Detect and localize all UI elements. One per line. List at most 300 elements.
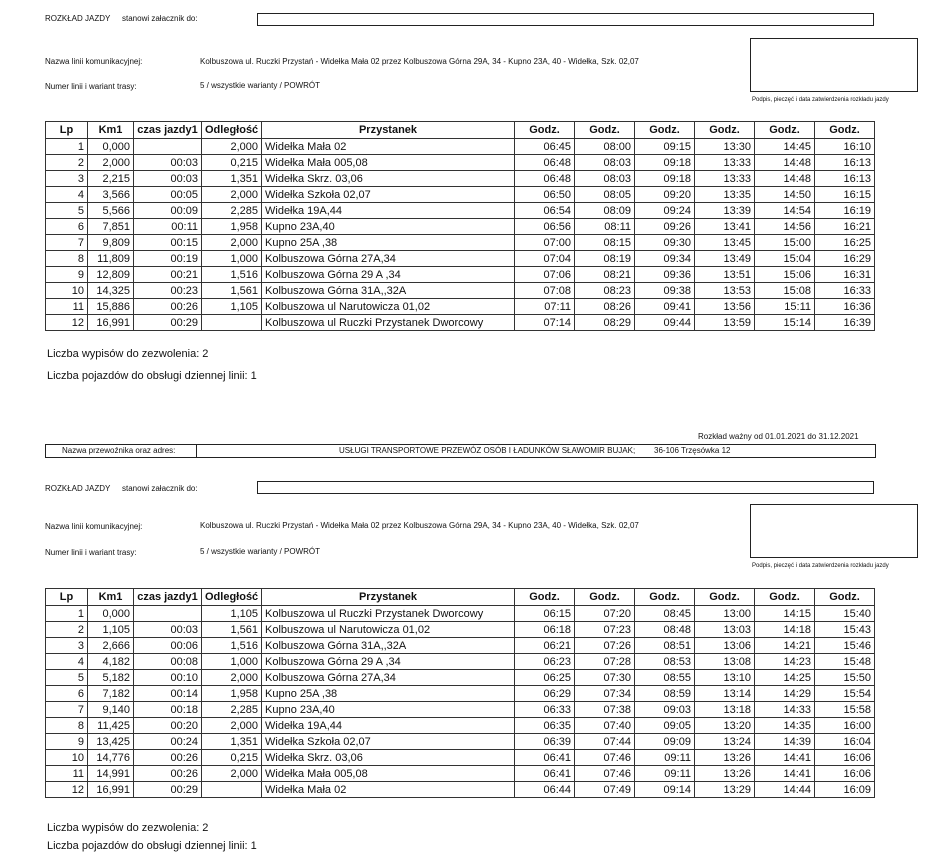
carrier-row: [45, 444, 876, 458]
cell-time: 16:33: [815, 283, 875, 299]
cell-time: 06:33: [515, 702, 575, 718]
cell-lp: 12: [46, 782, 88, 798]
table-row: [46, 155, 875, 171]
cell-distance: 0,215: [202, 155, 262, 171]
table-row: [46, 670, 875, 686]
cell-lp: 2: [46, 155, 88, 171]
cell-travel-time: 00:05: [134, 187, 202, 203]
cell-time: 06:45: [515, 139, 575, 155]
table-row: [46, 766, 875, 782]
cell-time: 06:50: [515, 187, 575, 203]
cell-time: 09:26: [635, 219, 695, 235]
cell-distance: 1,516: [202, 267, 262, 283]
header-time: Godz.: [755, 589, 815, 606]
line-name-value: Kolbuszowa ul. Ruczki Przystań - Widełka Mała 02 przez Kolbuszowa Górna 29A, 34 - Kupno 23A, 40 - Widełka, Szk. 02,07: [200, 57, 639, 66]
cell-km: 16,991: [88, 782, 134, 798]
cell-stop: Kupno 25A ,38: [262, 686, 515, 702]
cell-stop: Kolbuszowa Górna 27A,34: [262, 670, 515, 686]
cell-stop: Widełka Skrz. 03,06: [262, 750, 515, 766]
attachment-field[interactable]: [257, 481, 874, 494]
cell-time: 13:35: [695, 187, 755, 203]
cell-km: 16,991: [88, 315, 134, 331]
cell-time: 06:56: [515, 219, 575, 235]
cell-distance: 2,000: [202, 766, 262, 782]
cell-travel-time: 00:03: [134, 155, 202, 171]
cell-km: 0,000: [88, 139, 134, 155]
table-row: [46, 750, 875, 766]
cell-time: 06:39: [515, 734, 575, 750]
cell-time: 08:23: [575, 283, 635, 299]
cell-time: 16:04: [815, 734, 875, 750]
table-row: [46, 606, 875, 622]
cell-travel-time: 00:18: [134, 702, 202, 718]
cell-time: 08:03: [575, 155, 635, 171]
cell-distance: 1,351: [202, 171, 262, 187]
table-row: [46, 251, 875, 267]
cell-lp: 5: [46, 203, 88, 219]
cell-time: 16:25: [815, 235, 875, 251]
cell-time: 13:59: [695, 315, 755, 331]
cell-time: 08:45: [635, 606, 695, 622]
cell-time: 15:04: [755, 251, 815, 267]
cell-km: 1,105: [88, 622, 134, 638]
cell-travel-time: 00:11: [134, 219, 202, 235]
cell-distance: 1,561: [202, 283, 262, 299]
cell-travel-time: 00:26: [134, 750, 202, 766]
line-number-label: Numer linii i wariant trasy:: [45, 82, 137, 91]
cell-time: 07:04: [515, 251, 575, 267]
cell-time: 13:03: [695, 622, 755, 638]
header-km: Km1: [88, 589, 134, 606]
cell-time: 15:08: [755, 283, 815, 299]
cell-travel-time: [134, 606, 202, 622]
cell-time: 08:26: [575, 299, 635, 315]
cell-time: 08:51: [635, 638, 695, 654]
cell-time: 13:00: [695, 606, 755, 622]
cell-time: 07:30: [575, 670, 635, 686]
cell-stop: Widełka Szkoła 02,07: [262, 187, 515, 203]
line-number-value: 5 / wszystkie warianty / POWRÓT: [200, 81, 321, 90]
cell-travel-time: 00:03: [134, 622, 202, 638]
cell-time: 08:29: [575, 315, 635, 331]
permits-count: Liczba wypisów do zezwolenia: 2: [47, 822, 209, 834]
cell-time: 16:10: [815, 139, 875, 155]
cell-distance: 2,000: [202, 718, 262, 734]
cell-time: 07:06: [515, 267, 575, 283]
cell-distance: 1,958: [202, 686, 262, 702]
cell-travel-time: 00:20: [134, 718, 202, 734]
cell-km: 5,566: [88, 203, 134, 219]
cell-distance: [202, 782, 262, 798]
cell-time: 15:50: [815, 670, 875, 686]
header-km: Km1: [88, 122, 134, 139]
doc-title: ROZKŁAD JAZDY: [45, 484, 111, 493]
cell-time: 16:29: [815, 251, 875, 267]
cell-distance: 1,105: [202, 606, 262, 622]
cell-time: 14:48: [755, 171, 815, 187]
cell-travel-time: [134, 139, 202, 155]
cell-time: 07:14: [515, 315, 575, 331]
cell-time: 13:26: [695, 750, 755, 766]
cell-time: 09:18: [635, 171, 695, 187]
cell-time: 16:21: [815, 219, 875, 235]
cell-time: 13:45: [695, 235, 755, 251]
approval-stamp-box: [750, 38, 918, 92]
cell-km: 11,425: [88, 718, 134, 734]
cell-stop: Kupno 25A ,38: [262, 235, 515, 251]
cell-time: 15:46: [815, 638, 875, 654]
timetable-2: [45, 588, 875, 798]
cell-lp: 11: [46, 766, 88, 782]
cell-distance: 1,000: [202, 251, 262, 267]
cell-time: 09:11: [635, 766, 695, 782]
cell-time: 14:15: [755, 606, 815, 622]
cell-time: 13:56: [695, 299, 755, 315]
cell-travel-time: 00:06: [134, 638, 202, 654]
approval-label: Podpis, pieczęć i data zatwierdzenia rozkładu jazdy: [752, 97, 889, 103]
cell-time: 15:43: [815, 622, 875, 638]
cell-stop: Kolbuszowa ul Ruczki Przystanek Dworcowy: [262, 606, 515, 622]
header-time: Godz.: [815, 122, 875, 139]
cell-lp: 7: [46, 235, 88, 251]
cell-distance: 1,561: [202, 622, 262, 638]
cell-distance: 1,000: [202, 654, 262, 670]
cell-time: 06:35: [515, 718, 575, 734]
carrier-label: Nazwa przewoźnika oraz adres:: [62, 446, 176, 455]
cell-km: 0,000: [88, 606, 134, 622]
cell-lp: 7: [46, 702, 88, 718]
cell-time: 13:33: [695, 171, 755, 187]
cell-km: 2,666: [88, 638, 134, 654]
cell-time: 14:50: [755, 187, 815, 203]
cell-time: 08:05: [575, 187, 635, 203]
cell-time: 13:41: [695, 219, 755, 235]
cell-distance: 1,105: [202, 299, 262, 315]
table-header-row: [46, 589, 875, 606]
cell-time: 13:49: [695, 251, 755, 267]
cell-time: 07:26: [575, 638, 635, 654]
cell-lp: 5: [46, 670, 88, 686]
cell-km: 5,182: [88, 670, 134, 686]
carrier-address: 36-106 Trzęsówka 12: [654, 446, 731, 455]
cell-time: 06:44: [515, 782, 575, 798]
cell-lp: 8: [46, 718, 88, 734]
cell-travel-time: 00:26: [134, 766, 202, 782]
cell-time: 15:40: [815, 606, 875, 622]
cell-stop: Kolbuszowa Górna 31A,,32A: [262, 283, 515, 299]
cell-time: 16:00: [815, 718, 875, 734]
cell-time: 09:05: [635, 718, 695, 734]
cell-time: 14:41: [755, 750, 815, 766]
line-name-label: Nazwa linii komunikacyjnej:: [45, 522, 143, 531]
doc-title: ROZKŁAD JAZDY: [45, 14, 111, 23]
header-stop: Przystanek: [262, 589, 515, 606]
cell-stop: Kolbuszowa ul Narutowicza 01,02: [262, 622, 515, 638]
cell-distance: 2,000: [202, 670, 262, 686]
cell-time: 07:23: [575, 622, 635, 638]
table-row: [46, 139, 875, 155]
cell-stop: Widełka Skrz. 03,06: [262, 171, 515, 187]
cell-time: 13:29: [695, 782, 755, 798]
cell-time: 15:00: [755, 235, 815, 251]
vehicles-count: Liczba pojazdów do obsługi dziennej linii: 1: [47, 370, 257, 382]
cell-km: 13,425: [88, 734, 134, 750]
cell-time: 07:49: [575, 782, 635, 798]
cell-lp: 3: [46, 638, 88, 654]
header-time: Godz.: [635, 122, 695, 139]
cell-lp: 1: [46, 139, 88, 155]
cell-travel-time: 00:15: [134, 235, 202, 251]
cell-travel-time: 00:26: [134, 299, 202, 315]
cell-lp: 9: [46, 267, 88, 283]
cell-time: 16:36: [815, 299, 875, 315]
cell-lp: 1: [46, 606, 88, 622]
table-row: [46, 283, 875, 299]
cell-time: 07:46: [575, 750, 635, 766]
cell-time: 06:23: [515, 654, 575, 670]
cell-time: 09:34: [635, 251, 695, 267]
cell-distance: 2,000: [202, 139, 262, 155]
cell-km: 7,851: [88, 219, 134, 235]
cell-time: 16:13: [815, 171, 875, 187]
cell-time: 14:39: [755, 734, 815, 750]
cell-time: 14:23: [755, 654, 815, 670]
cell-stop: Kolbuszowa Górna 31A,,32A: [262, 638, 515, 654]
cell-travel-time: 00:21: [134, 267, 202, 283]
approval-stamp-box: [750, 504, 918, 558]
cell-travel-time: 00:19: [134, 251, 202, 267]
cell-time: 09:24: [635, 203, 695, 219]
table-row: [46, 782, 875, 798]
cell-distance: 0,215: [202, 750, 262, 766]
cell-time: 15:58: [815, 702, 875, 718]
cell-km: 2,000: [88, 155, 134, 171]
cell-time: 09:44: [635, 315, 695, 331]
cell-distance: 1,516: [202, 638, 262, 654]
cell-time: 14:18: [755, 622, 815, 638]
cell-time: 07:44: [575, 734, 635, 750]
cell-time: 08:00: [575, 139, 635, 155]
attachment-field[interactable]: [257, 13, 874, 26]
cell-distance: 1,958: [202, 219, 262, 235]
header-time: Godz.: [575, 122, 635, 139]
permits-count: Liczba wypisów do zezwolenia: 2: [47, 348, 209, 360]
cell-time: 09:20: [635, 187, 695, 203]
cell-travel-time: 00:23: [134, 283, 202, 299]
cell-travel-time: 00:03: [134, 171, 202, 187]
cell-km: 14,991: [88, 766, 134, 782]
cell-time: 09:14: [635, 782, 695, 798]
cell-time: 07:11: [515, 299, 575, 315]
cell-km: 11,809: [88, 251, 134, 267]
cell-time: 06:41: [515, 766, 575, 782]
cell-distance: 2,285: [202, 203, 262, 219]
cell-stop: Kolbuszowa ul Ruczki Przystanek Dworcowy: [262, 315, 515, 331]
cell-time: 15:54: [815, 686, 875, 702]
cell-stop: Widełka Szkoła 02,07: [262, 734, 515, 750]
approval-label: Podpis, pieczęć i data zatwierdzenia rozkładu jazdy: [752, 563, 889, 569]
cell-lp: 10: [46, 750, 88, 766]
cell-time: 15:48: [815, 654, 875, 670]
table-row: [46, 702, 875, 718]
cell-time: 16:39: [815, 315, 875, 331]
cell-stop: Kolbuszowa Górna 29 A ,34: [262, 654, 515, 670]
header-lp: Lp: [46, 122, 88, 139]
table-row: [46, 718, 875, 734]
cell-travel-time: 00:14: [134, 686, 202, 702]
header-distance: Odległość: [202, 589, 262, 606]
cell-time: 08:03: [575, 171, 635, 187]
cell-stop: Kupno 23A,40: [262, 702, 515, 718]
attachment-label: stanowi załacznik do:: [122, 14, 198, 23]
header-time: Godz.: [695, 589, 755, 606]
table-row: [46, 235, 875, 251]
header-lp: Lp: [46, 589, 88, 606]
cell-stop: Widełka 19A,44: [262, 203, 515, 219]
header-time: Godz.: [515, 122, 575, 139]
cell-time: 13:30: [695, 139, 755, 155]
header-stop: Przystanek: [262, 122, 515, 139]
line-number-label: Numer linii i wariant trasy:: [45, 548, 137, 557]
cell-time: 06:21: [515, 638, 575, 654]
cell-lp: 10: [46, 283, 88, 299]
cell-time: 09:36: [635, 267, 695, 283]
cell-time: 13:24: [695, 734, 755, 750]
cell-travel-time: 00:09: [134, 203, 202, 219]
header-distance: Odległość: [202, 122, 262, 139]
table-row: [46, 219, 875, 235]
cell-time: 06:48: [515, 171, 575, 187]
table-row: [46, 686, 875, 702]
cell-travel-time: 00:29: [134, 315, 202, 331]
cell-distance: [202, 315, 262, 331]
cell-time: 14:35: [755, 718, 815, 734]
cell-time: 16:19: [815, 203, 875, 219]
cell-time: 08:53: [635, 654, 695, 670]
cell-km: 9,140: [88, 702, 134, 718]
cell-lp: 4: [46, 654, 88, 670]
cell-time: 13:53: [695, 283, 755, 299]
table-row: [46, 299, 875, 315]
cell-travel-time: 00:29: [134, 782, 202, 798]
cell-time: 13:06: [695, 638, 755, 654]
cell-time: 07:20: [575, 606, 635, 622]
cell-lp: 4: [46, 187, 88, 203]
cell-time: 13:18: [695, 702, 755, 718]
validity-period: Rozkład ważny od 01.01.2021 do 31.12.2021: [698, 432, 859, 441]
cell-lp: 6: [46, 219, 88, 235]
table-row: [46, 187, 875, 203]
table-body: [46, 139, 875, 331]
timetable-1: [45, 121, 875, 331]
cell-distance: 2,285: [202, 702, 262, 718]
cell-km: 3,566: [88, 187, 134, 203]
cell-km: 15,886: [88, 299, 134, 315]
cell-time: 13:10: [695, 670, 755, 686]
cell-km: 2,215: [88, 171, 134, 187]
cell-lp: 11: [46, 299, 88, 315]
cell-km: 9,809: [88, 235, 134, 251]
cell-travel-time: 00:24: [134, 734, 202, 750]
cell-time: 16:09: [815, 782, 875, 798]
cell-time: 14:56: [755, 219, 815, 235]
cell-km: 14,776: [88, 750, 134, 766]
table-row: [46, 622, 875, 638]
table-row: [46, 654, 875, 670]
cell-km: 14,325: [88, 283, 134, 299]
cell-time: 09:03: [635, 702, 695, 718]
cell-time: 13:08: [695, 654, 755, 670]
cell-stop: Widełka Mała 02: [262, 139, 515, 155]
cell-lp: 2: [46, 622, 88, 638]
cell-distance: 2,000: [202, 235, 262, 251]
table-header-row: [46, 122, 875, 139]
cell-time: 09:15: [635, 139, 695, 155]
attachment-label: stanowi załacznik do:: [122, 484, 198, 493]
cell-travel-time: 00:10: [134, 670, 202, 686]
cell-time: 09:30: [635, 235, 695, 251]
cell-time: 09:11: [635, 750, 695, 766]
cell-stop: Widełka 19A,44: [262, 718, 515, 734]
cell-stop: Widełka Mała 005,08: [262, 155, 515, 171]
cell-stop: Kupno 23A,40: [262, 219, 515, 235]
cell-time: 08:55: [635, 670, 695, 686]
cell-lp: 9: [46, 734, 88, 750]
table-row: [46, 638, 875, 654]
table-row: [46, 734, 875, 750]
cell-km: 12,809: [88, 267, 134, 283]
cell-time: 15:06: [755, 267, 815, 283]
cell-time: 16:06: [815, 750, 875, 766]
header-time: Godz.: [635, 589, 695, 606]
cell-km: 4,182: [88, 654, 134, 670]
cell-time: 13:39: [695, 203, 755, 219]
cell-time: 06:25: [515, 670, 575, 686]
cell-stop: Kolbuszowa ul Narutowicza 01,02: [262, 299, 515, 315]
table-row: [46, 267, 875, 283]
cell-lp: 12: [46, 315, 88, 331]
vehicles-count: Liczba pojazdów do obsługi dziennej linii: 1: [47, 840, 257, 852]
cell-time: 08:09: [575, 203, 635, 219]
cell-time: 08:48: [635, 622, 695, 638]
cell-travel-time: 00:08: [134, 654, 202, 670]
cell-time: 13:26: [695, 766, 755, 782]
cell-time: 06:29: [515, 686, 575, 702]
cell-time: 07:46: [575, 766, 635, 782]
cell-time: 13:33: [695, 155, 755, 171]
line-name-value: Kolbuszowa ul. Ruczki Przystań - Widełka Mała 02 przez Kolbuszowa Górna 29A, 34 - Kupno 23A, 40 - Widełka, Szk. 02,07: [200, 521, 639, 530]
header-time: Godz.: [815, 589, 875, 606]
cell-stop: Kolbuszowa Górna 27A,34: [262, 251, 515, 267]
cell-time: 14:45: [755, 139, 815, 155]
cell-km: 7,182: [88, 686, 134, 702]
cell-time: 09:38: [635, 283, 695, 299]
cell-time: 13:20: [695, 718, 755, 734]
cell-time: 07:38: [575, 702, 635, 718]
table-row: [46, 203, 875, 219]
cell-time: 13:14: [695, 686, 755, 702]
cell-time: 06:41: [515, 750, 575, 766]
cell-time: 07:08: [515, 283, 575, 299]
cell-time: 14:21: [755, 638, 815, 654]
cell-time: 16:15: [815, 187, 875, 203]
cell-time: 14:48: [755, 155, 815, 171]
cell-time: 14:54: [755, 203, 815, 219]
cell-time: 06:15: [515, 606, 575, 622]
cell-time: 08:19: [575, 251, 635, 267]
table-row: [46, 315, 875, 331]
cell-time: 08:15: [575, 235, 635, 251]
